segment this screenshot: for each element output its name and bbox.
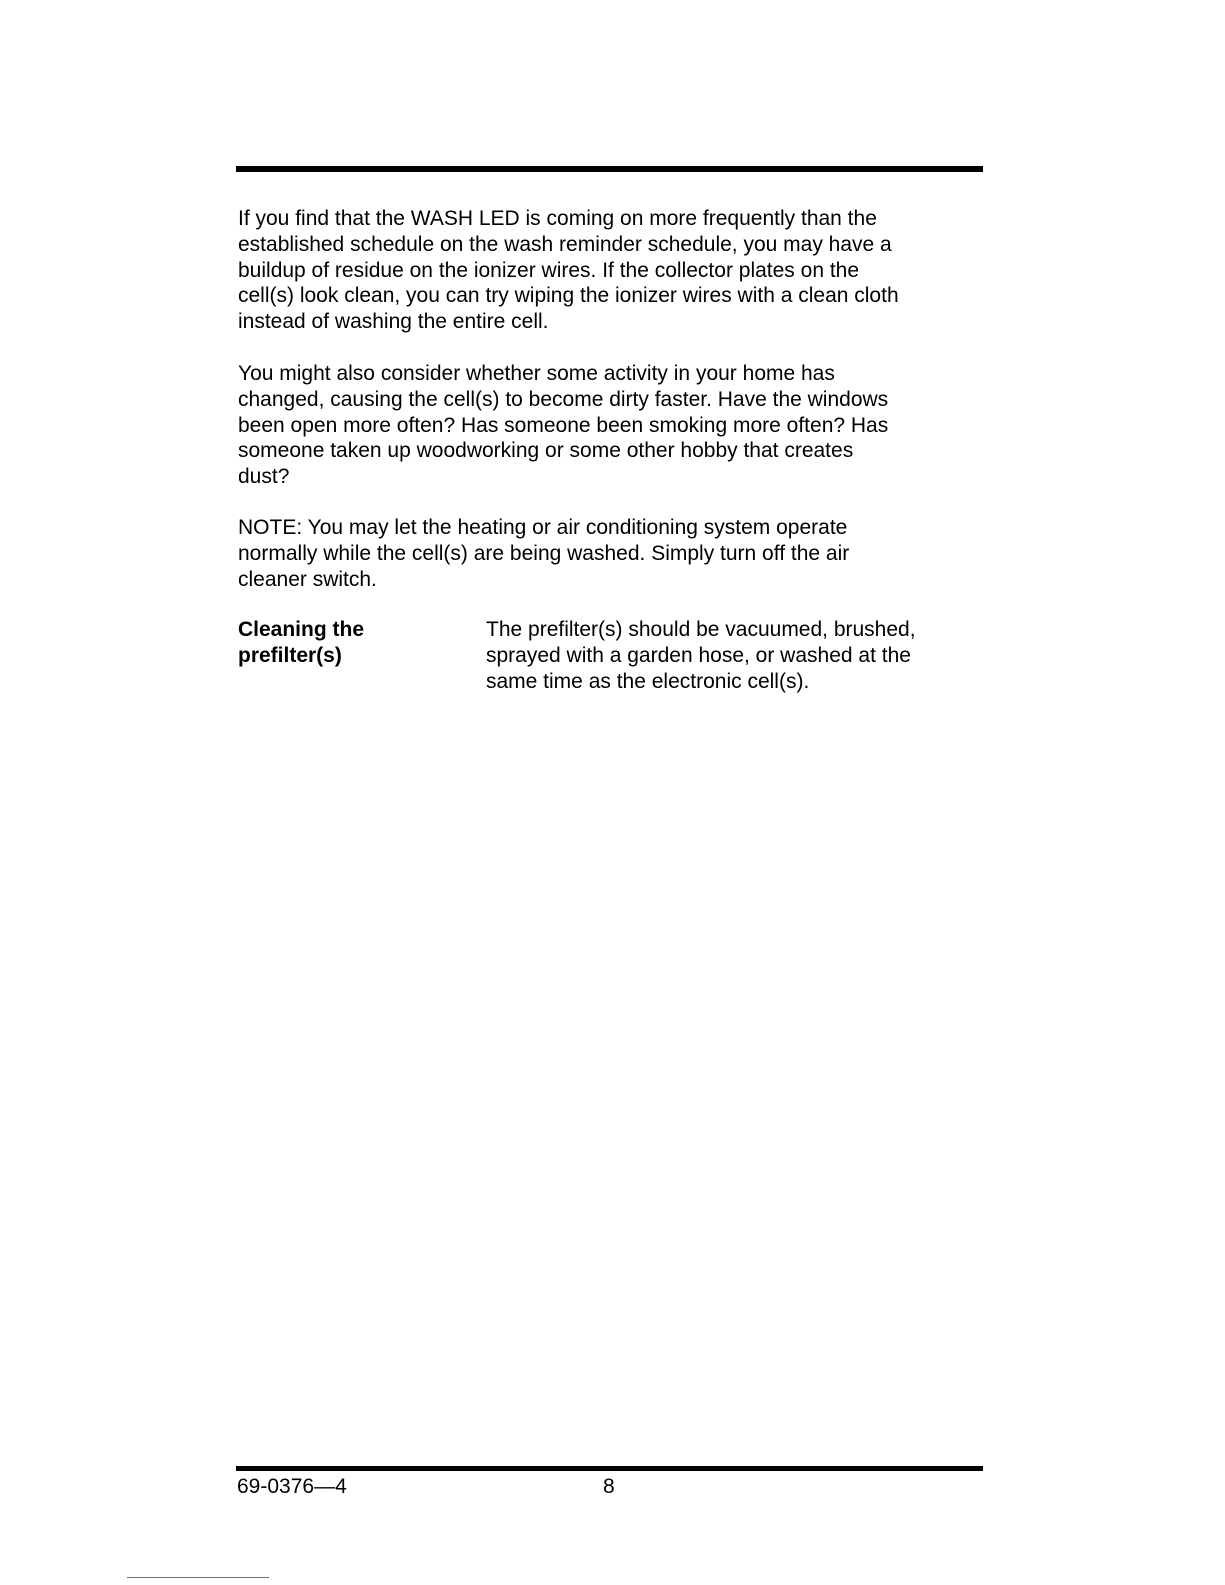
top-rule — [236, 166, 983, 172]
bottom-rule — [236, 1466, 983, 1471]
section-body-cleaning-prefilter: The prefilter(s) should be vacuumed, brushed, sprayed with a garden hose, or washed at the same time as the electronic cell(s). — [486, 618, 916, 693]
footer-page-number: 8 — [603, 1475, 615, 1498]
paragraph-wash-led: If you find that the WASH LED is coming on more frequently than the established schedule on the wash reminder schedule, you may have a buildup of residue on the ionizer wires. If the collector plates on the cell(s) look clean, you can try wiping the ionizer wires with a clean cloth instead of washing the entire cell. — [238, 207, 899, 334]
paragraph-note: NOTE: You may let the heating or air conditioning system operate normally while the cell(s) are being washed. Simply turn off the air cleaner switch. — [238, 516, 850, 591]
section-heading-cleaning-prefilter: Cleaning the prefilter(s) — [238, 618, 365, 667]
footer-document-number: 69-0376—4 — [237, 1475, 347, 1498]
scan-underline-mark — [127, 1577, 269, 1578]
paragraph-home-activity: You might also consider whether some activity in your home has changed, causing the cell(s) to become dirty faster. Have the windows been open more often? Has someone been smoking more often? Has someone taken up woodworking or some other hobby that creates dust? — [238, 362, 889, 489]
